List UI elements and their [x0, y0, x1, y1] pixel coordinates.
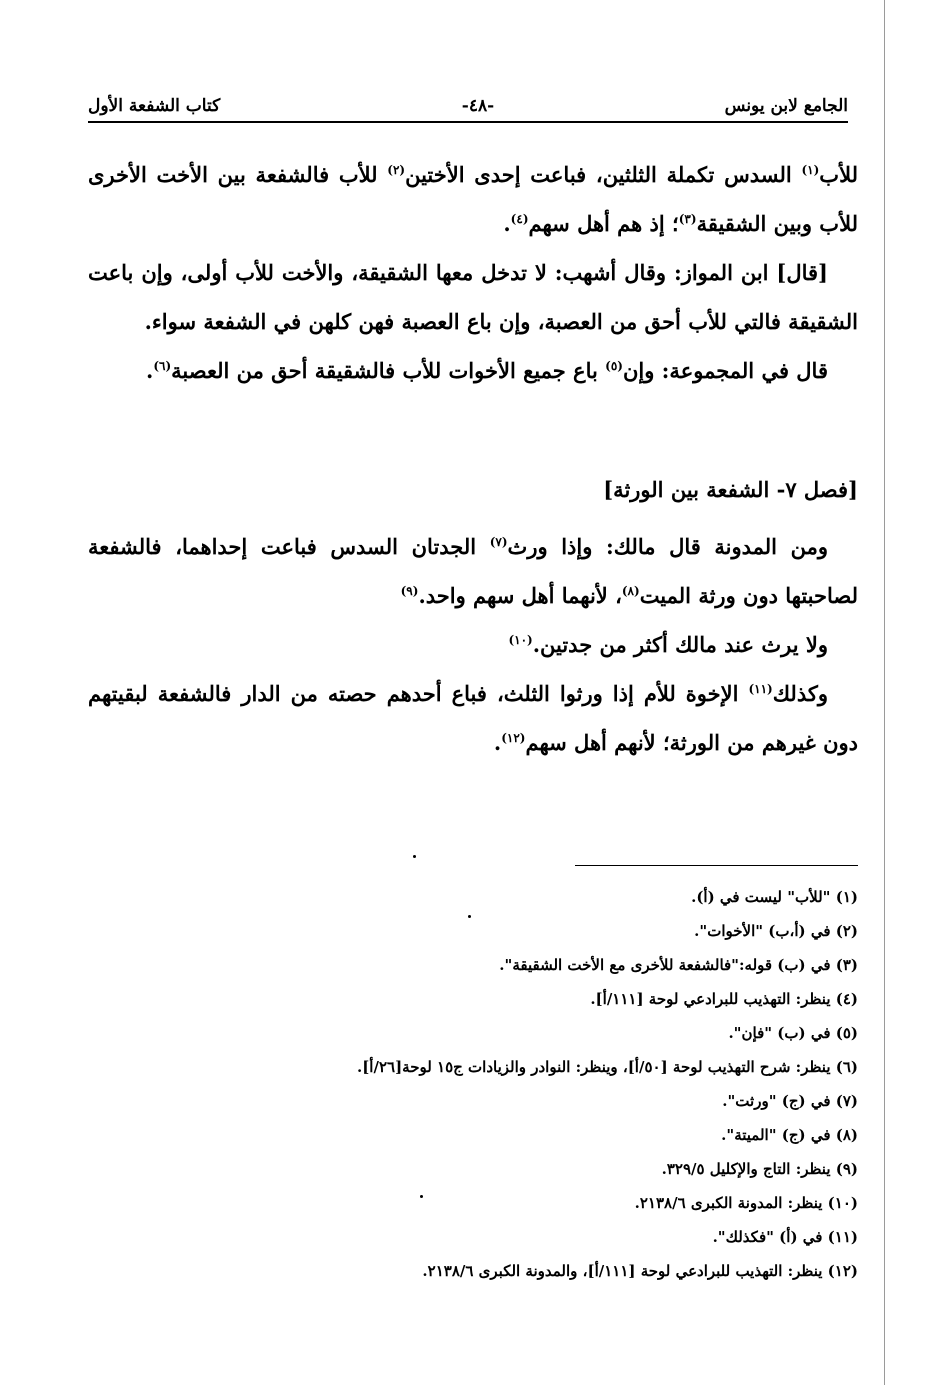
paragraph-2: [قال] ابن المواز: وقال أشهب: لا تدخل معها الشقيقة، والأخت للأب أولى، وإن باعت الشقيقة فالتي للأب أحق من العصبة، وإن باع العصبة فهن كلهن في الشفعة سواء. [88, 260, 858, 334]
footnote-12: (١٢) ينظر: التهذيب للبرادعي لوحة [١١١/أ]، والمدونة الكبرى ٢١٣٨/٦. [422, 1262, 858, 1280]
footnote-4: (٤) ينظر: التهذيب للبرادعي لوحة [١١١/أ]. [590, 990, 858, 1008]
footnote-1: (١) "للأب" ليست في (أ). [691, 888, 858, 906]
text-run: . [146, 358, 154, 383]
footnote-2: (٢) في (أ،ب) "الأخوات". [694, 922, 858, 940]
body-text-top [88, 150, 858, 395]
footnote-10: (١٠) ينظر: المدونة الكبرى ٢١٣٨/٦. [634, 1194, 858, 1212]
footnote-5: (٥) في (ب) "فإن". [728, 1024, 858, 1042]
page-number: -٤٨- [461, 96, 495, 116]
footnote-ref: (٧) [489, 535, 508, 549]
text-run: السدس تكملة الثلثين، فباعت إحدى الأختين [405, 162, 802, 187]
paragraph-6 [88, 669, 858, 767]
header-chapter-title: كتاب الشفعة الأول [88, 96, 221, 116]
footnote-separator [575, 865, 858, 866]
footnotes [250, 880, 858, 1288]
footnote-ref: (٩) [400, 584, 419, 598]
paragraph-5 [88, 620, 858, 669]
text-run: ، لأنهما أهل سهم واحد. [418, 583, 622, 608]
text-run: الإخوة للأم إذا ورثوا الثلث، فباع أحدهم حصته من الدار فالشفعة لبقيتهم دون غيرهم من الورثة؛ لأنهم أهل سهم [88, 681, 858, 755]
footnote-ref: (٣) [678, 212, 697, 226]
text-run: ؛ إذ هم أهل سهم [528, 211, 679, 236]
text-run: قال في المجموعة: وإن [622, 358, 828, 383]
footnote-ref: (١) [801, 163, 820, 177]
footnote-8: (٨) في (ج) "الميتة". [721, 1126, 858, 1144]
header-book-title: الجامع لابن يونس [724, 96, 848, 116]
text-run: للأب فالشفعة بين الأخت الأخرى للأب وبين الشقيقة [88, 162, 858, 236]
footnote-7: (٧) في (ج) "ورثت". [722, 1092, 858, 1110]
footnote-ref: (١٢) [501, 731, 526, 745]
text-run: . [493, 730, 502, 755]
text-run: الجدتان السدس فباعت إحداهما، فالشفعة لصاحبتها دون ورثة الميت [88, 534, 858, 608]
text-run: للأب [819, 162, 858, 187]
footnote-6: (٦) ينظر: شرح التهذيب لوحة [٥٠/أ]، وينظر: النوادر والزيادات ج١٥ لوحة[٢٦/أ]. [356, 1058, 858, 1076]
footnote-ref: (٥) [605, 359, 623, 373]
footnote-ref: (٢) [387, 163, 406, 177]
header-rule [88, 121, 848, 123]
paragraph-3 [88, 346, 858, 395]
page-edge-line [884, 0, 885, 1385]
section-heading: [فصل ٧- الشفعة بين الورثة] [603, 477, 858, 502]
text-run: وكذلك [772, 681, 828, 706]
page-header [88, 92, 848, 122]
paragraph-4 [88, 522, 858, 620]
text-run: . [503, 211, 511, 236]
footnote-ref: (١٠) [508, 633, 533, 647]
footnote-ref: (٨) [621, 584, 640, 598]
footnote-ref: (١١) [748, 682, 773, 696]
text-run: ومن المدونة قال مالك: وإذا ورث [507, 534, 828, 559]
footnote-ref: (٦) [153, 359, 172, 373]
footnote-9: (٩) ينظر: التاج والإكليل ٣٢٩/٥. [661, 1160, 858, 1178]
text-run: باع جميع الأخوات للأب فالشقيقة أحق من العصبة [171, 358, 606, 383]
text-run: ولا يرث عند مالك أكثر من جدتين. [532, 632, 828, 657]
paragraph-1 [88, 150, 858, 248]
footnote-3: (٣) في (ب) قوله:"فالشفعة للأخرى مع الأخت الشقيقة". [499, 956, 858, 974]
footnote-11: (١١) في (أ) "فكذلك". [712, 1228, 858, 1246]
footnote-ref: (٤) [510, 212, 529, 226]
body-text-bottom [88, 522, 858, 767]
scan-speck [413, 855, 416, 858]
